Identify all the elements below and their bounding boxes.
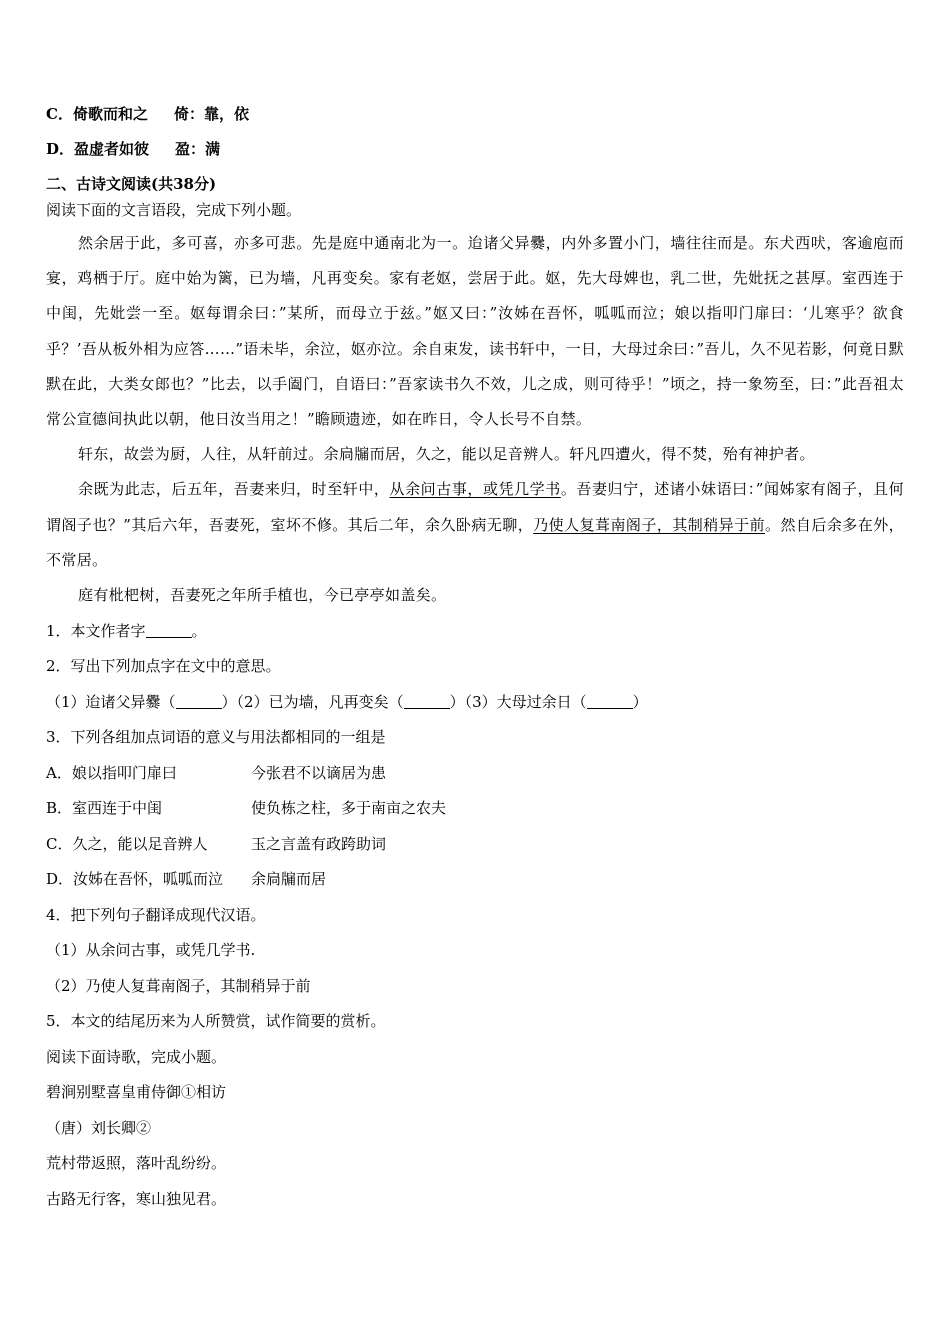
passage-paragraph-2: 轩东，故尝为厨，人往，从轩前过。余扃牖而居，久之，能以足音辨人。轩凡四遭火，得不焚，殆有神护者。 (78, 445, 815, 464)
option-c-gloss: 倚：靠，依 (173, 104, 249, 123)
q3-option-c-right: 玉之言盖有政跨助词 (251, 834, 387, 853)
passage-paragraph-3 (46, 472, 904, 578)
q2-item-end: ） (632, 692, 648, 711)
underlined-sentence-2: 乃使人复葺南阁子，其制稍异于前 (533, 515, 766, 534)
question-4-item-1: （1）从余问古事，或凭几学书. (46, 941, 256, 960)
q2-item-1: （1）迨诸父异爨（ (46, 692, 176, 711)
q3-option-a-left: A．娘以指叩门扉曰 (46, 763, 177, 782)
passage-paragraph-1: 然余居于此，多可喜，亦多可悲。先是庭中通南北为一。迨诸父异爨，内外多置小门，墙往往而是。东犬西吠，客逾庖而宴，鸡栖于厅。庭中始为篱，已为墙，凡再变矣。家有老妪，尝居于此。妪，先大母婢也，乳二世，先妣抚之甚厚。室西连于中闺，先妣尝一至。妪每谓余曰：”某所，而母立于兹。”妪又曰：”汝姊在吾怀，呱呱而泣；娘以指叩门扉曰：‘儿寒乎？欲食乎？’吾从板外相为应答……”语未毕，余泣，妪亦泣。余自束发，读书轩中，一日，大母过余曰：”吾儿，久不见若影，何竟日默默在此，大类女郎也？”比去，以手阖门，自语曰：”吾家读书久不效，儿之成，则可待乎！”顷之，持一象笏至，曰：”此吾祖太常公宣德间执此以朝，他日汝当用之！”瞻顾遗迹，如在昨日，令人长号不自禁。 (46, 234, 904, 429)
q3-option-c (46, 826, 904, 862)
q3-option-c-left: C．久之，能以足音辨人 (46, 834, 208, 853)
option-c-line (46, 96, 904, 132)
option-d-label: D．盈虚者如彼 (46, 140, 150, 159)
option-d-line (46, 132, 904, 168)
option-d-gloss: 盈：满 (175, 140, 221, 159)
poem-instruction: 阅读下面诗歌，完成小题。 (46, 1047, 227, 1066)
question-2: 2．写出下列加点字在文中的意思。 (46, 657, 281, 676)
q2-item-2: ）（2）已为墙，凡再变矣（ (221, 692, 404, 711)
question-1 (46, 613, 904, 649)
question-1-text: 1．本文作者字 (46, 621, 146, 640)
q3-option-a-right: 今张君不以谪居为患 (251, 763, 387, 782)
q3-option-b-right: 使负栋之柱，多于南亩之农夫 (251, 799, 447, 818)
passage-p3-a: 余既为此志，后五年，吾妻来归，时至轩中， (78, 480, 390, 499)
q3-option-d-right: 余扃牖而居 (251, 870, 327, 889)
underlined-sentence-1: 从余问古事，或凭几学书 (389, 480, 561, 499)
q3-option-d (46, 862, 904, 898)
section-heading: 二、古诗文阅读(共38分) (46, 175, 217, 193)
question-2-items (46, 684, 904, 720)
answer-blank[interactable] (176, 694, 222, 709)
q3-option-a (46, 755, 904, 791)
passage-p3-b: 。吾妻归宁，述诸小妹语曰：”闻姊家有阁子，且何谓阁子也？”其后六年，吾妻死，室坏不修。其后二年，余久卧病无聊， (46, 480, 904, 534)
question-3: 3．下列各组加点词语的意义与用法都相同的一组是 (46, 728, 386, 747)
q3-option-b (46, 791, 904, 827)
question-1-end: 。 (191, 621, 207, 640)
q3-option-b-left: B．室西连于中闺 (46, 799, 163, 818)
q3-option-d-left: D．汝姊在吾怀，呱呱而泣 (46, 870, 224, 889)
answer-blank[interactable] (146, 623, 192, 638)
document-page (46, 96, 904, 1217)
passage-p3-c: 。然自后余多在外，不常居。 (46, 515, 904, 569)
answer-blank[interactable] (404, 694, 450, 709)
option-c-label: C．倚歌而和之 (46, 104, 148, 123)
prose-instruction: 阅读下面的文言语段，完成下列小题。 (46, 201, 302, 219)
poem-line-2: 古路无行客，寒山独见君。 (46, 1189, 227, 1208)
answer-blank[interactable] (587, 694, 633, 709)
question-5: 5．本文的结尾历来为人所赞赏，试作简要的赏析。 (46, 1012, 386, 1031)
q2-item-3: ）（3）大母过余日（ (449, 692, 587, 711)
question-4-item-2: （2）乃使人复葺南阁子，其制稍异于前 (46, 976, 311, 995)
poem-line-1: 荒村带返照，落叶乱纷纷。 (46, 1154, 227, 1173)
question-4: 4．把下列句子翻译成现代汉语。 (46, 905, 266, 924)
poem-author: （唐）刘长卿② (46, 1118, 152, 1137)
passage-paragraph-4: 庭有枇杷树，吾妻死之年所手植也，今已亭亭如盖矣。 (78, 586, 447, 605)
poem-title: 碧涧别墅喜皇甫侍御①相访 (46, 1083, 227, 1102)
